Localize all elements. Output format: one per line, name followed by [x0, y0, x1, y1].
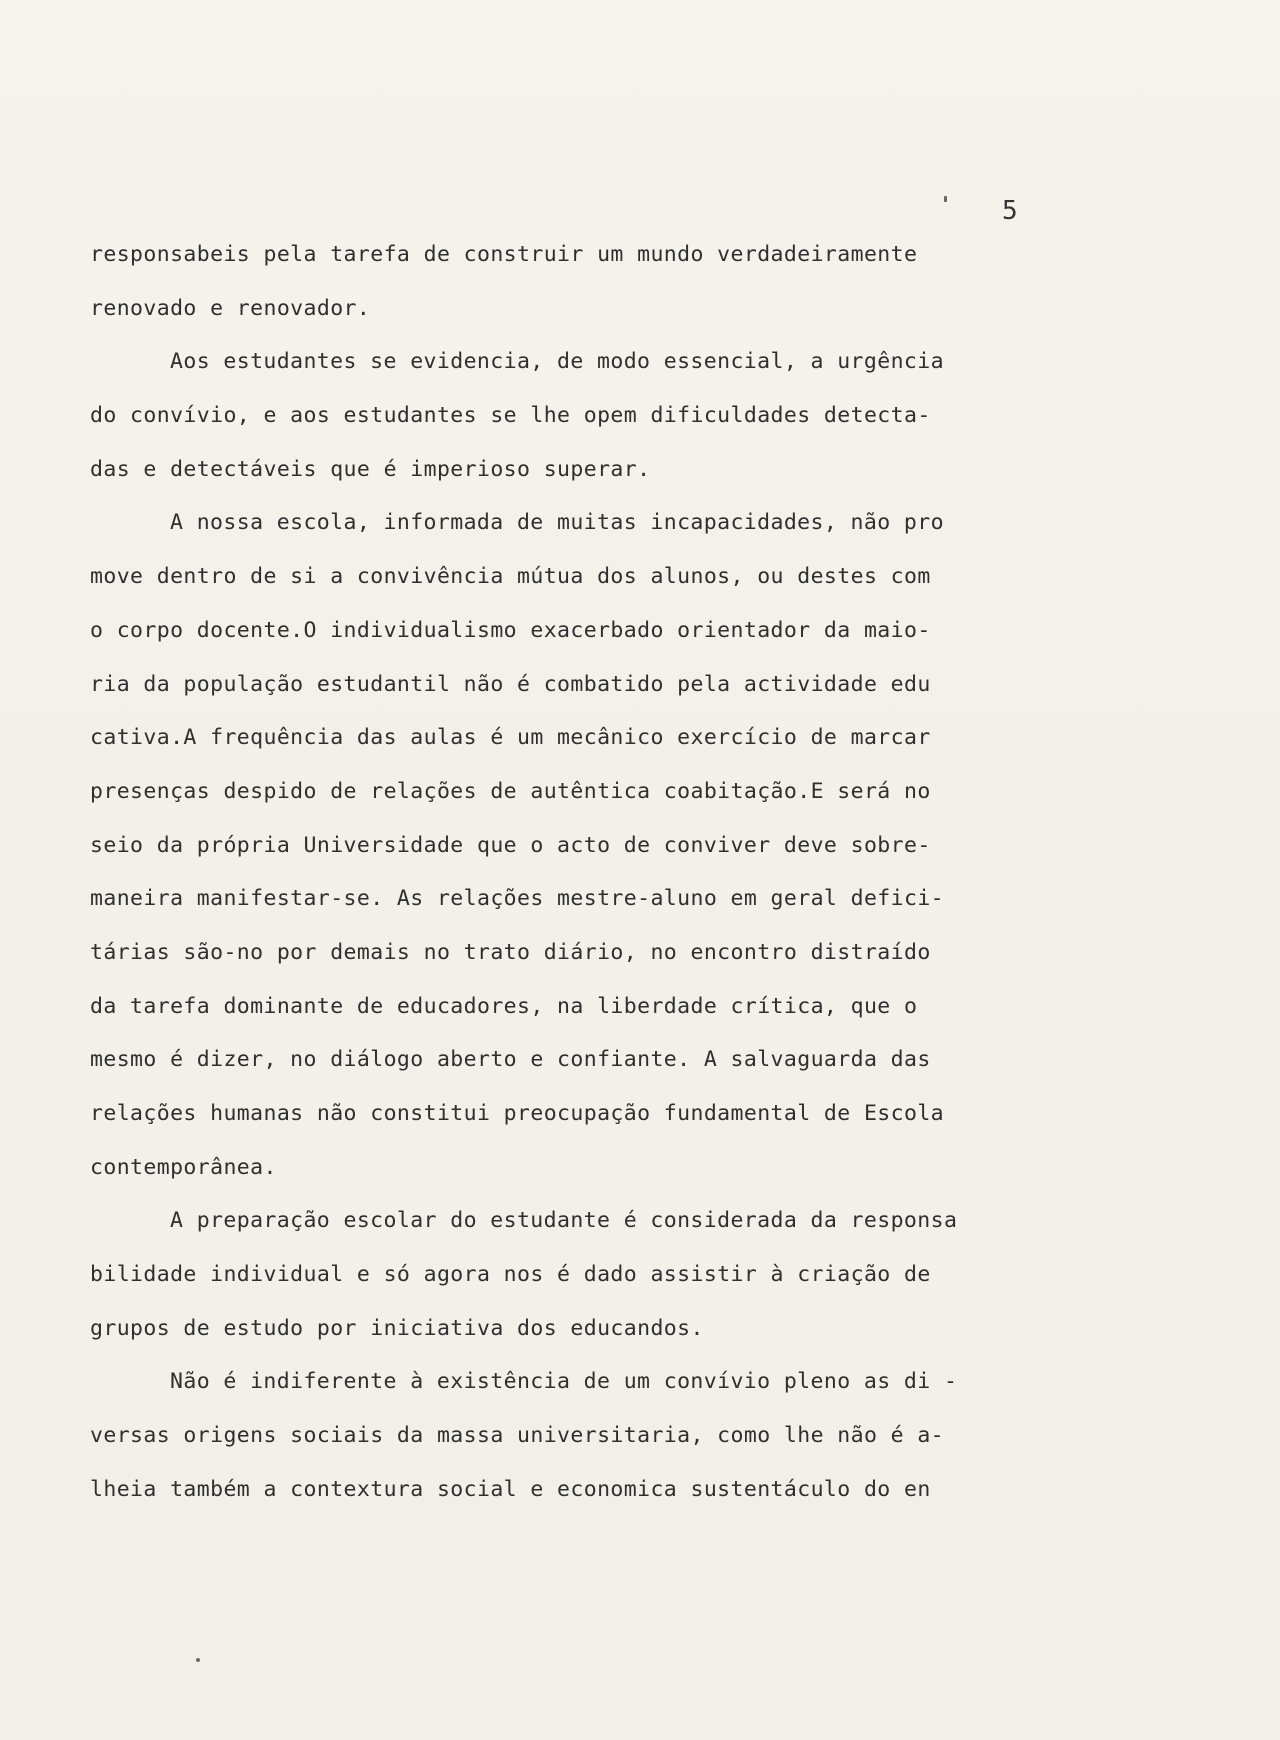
- text-line: das e detectáveis que é imperioso superar.: [90, 456, 651, 482]
- text-line: renovado e renovador.: [90, 295, 371, 321]
- page-number: 5: [1002, 196, 1018, 226]
- text-line: maneira manifestar-se. As relações mestre-aluno em geral defici-: [90, 886, 945, 912]
- text-line: cativa.A frequência das aulas é um mecânico exercício de marcar: [90, 725, 931, 751]
- text-line: lheia também a contextura social e economica sustentáculo do en: [90, 1476, 931, 1502]
- body-text: [90, 228, 1100, 1517]
- paragraph-first-line: A preparação escolar do estudante é considerada da responsa: [170, 1208, 958, 1234]
- text-line: do convívio, e aos estudantes se lhe opem dificuldades detecta-: [90, 403, 931, 429]
- text-line: tárias são-no por demais no trato diário, no encontro distraído: [90, 939, 931, 965]
- text-line: presenças despido de relações de autêntica coabitação.E será no: [90, 778, 931, 804]
- text-line: ria da população estudantil não é combatido pela actividade edu: [90, 671, 931, 697]
- paragraph-first-line: Não é indiferente à existência de um convívio pleno as di -: [170, 1369, 958, 1395]
- text-line: mesmo é dizer, no diálogo aberto e confiante. A salvaguarda das: [90, 1047, 931, 1073]
- text-line: grupos de estudo por iniciativa dos educandos.: [90, 1315, 704, 1341]
- text-line: seio da própria Universidade que o acto de conviver deve sobre-: [90, 832, 931, 858]
- text-line: o corpo docente.O individualismo exacerbado orientador da maio-: [90, 617, 931, 643]
- paragraph-first-line: A nossa escola, informada de muitas incapacidades, não pro: [170, 510, 944, 536]
- text-line: versas origens sociais da massa universitaria, como lhe não é a-: [90, 1423, 945, 1449]
- text-line: responsabeis pela tarefa de construir um mundo verdadeiramente: [90, 242, 918, 267]
- ink-speck: [196, 1658, 200, 1662]
- text-line: da tarefa dominante de educadores, na liberdade crítica, que o: [90, 993, 918, 1019]
- text-line: contemporânea.: [90, 1154, 277, 1180]
- text-line: bilidade individual e só agora nos é dado assistir à criação de: [90, 1262, 931, 1288]
- text-line: relações humanas não constitui preocupação fundamental de Escola: [90, 1101, 945, 1126]
- text-line: move dentro de si a convivência mútua dos alunos, ou destes com: [90, 564, 931, 590]
- ink-speck: [944, 196, 947, 202]
- paragraph-first-line: Aos estudantes se evidencia, de modo essencial, a urgência: [170, 349, 944, 375]
